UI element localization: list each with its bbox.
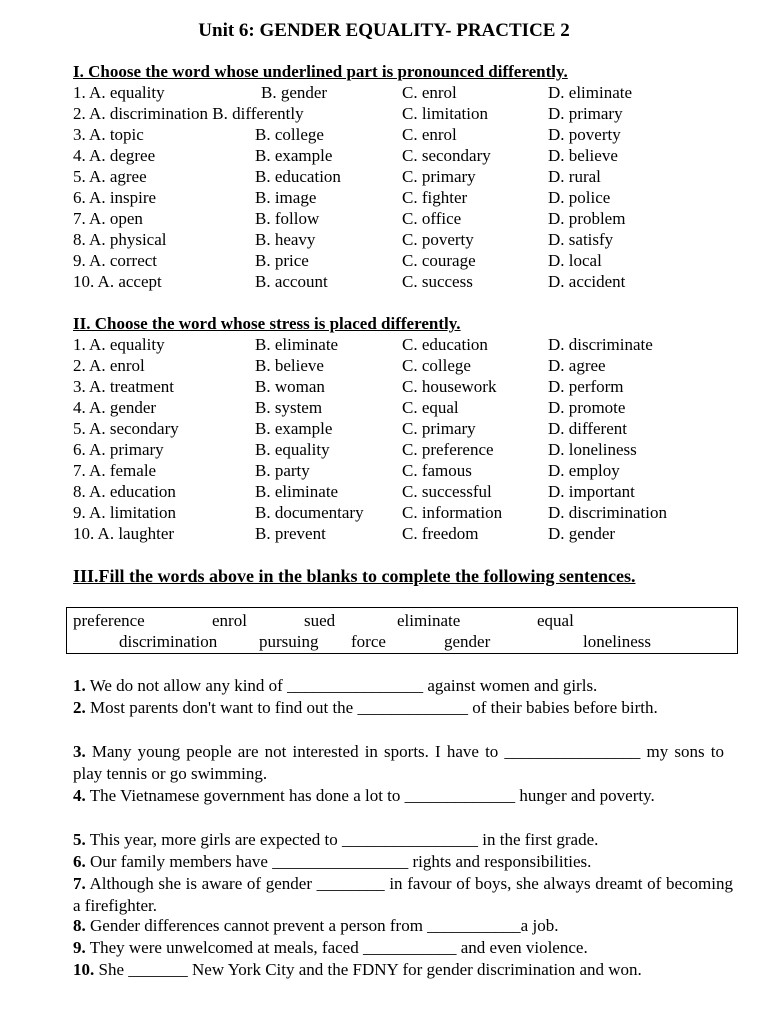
option-c: C. office xyxy=(402,209,462,228)
option-d: D. discrimination xyxy=(548,503,667,522)
sentence-text: This year, more girls are expected to ________________ in the first grade. xyxy=(85,830,599,849)
option-c: C. housework xyxy=(402,377,497,396)
option-a: 9. A. limitation xyxy=(73,503,176,522)
option-c: C. college xyxy=(402,356,471,375)
option-d: D. important xyxy=(548,482,635,501)
option-c: C. fighter xyxy=(402,188,468,207)
sentence-3 xyxy=(73,741,724,784)
sentence-text: We do not allow any kind of ________________ against women and girls. xyxy=(85,676,598,695)
option-b: B. eliminate xyxy=(255,482,339,501)
option-d: D. gender xyxy=(548,524,616,543)
option-d: D. agree xyxy=(548,356,606,375)
option-d: D. discriminate xyxy=(548,335,653,354)
option-d: D. different xyxy=(548,419,627,438)
word-bank-word: force xyxy=(351,632,386,651)
section-2-heading: II. Choose the word whose stress is placed differently. xyxy=(73,314,461,333)
option-b: B. heavy xyxy=(255,230,316,249)
option-a: 6. A. inspire xyxy=(73,188,157,207)
option-b: B. price xyxy=(255,251,309,270)
sentence-1 xyxy=(73,675,733,697)
sentence-number: 8. xyxy=(73,916,86,935)
sentence-text: Most parents don't want to find out the _____________ of their babies before birth. xyxy=(85,698,658,717)
option-c: C. preference xyxy=(402,440,494,459)
option-b: B. believe xyxy=(255,356,324,375)
option-d: D. problem xyxy=(548,209,626,228)
option-c: C. freedom xyxy=(402,524,479,543)
option-b: B. image xyxy=(255,188,317,207)
option-a: 1. A. equality xyxy=(73,83,165,102)
option-a: 5. A. agree xyxy=(73,167,147,186)
option-a: 8. A. education xyxy=(73,482,176,501)
sentence-text: Gender differences cannot prevent a person from ___________a job. xyxy=(85,916,559,935)
option-b: B. education xyxy=(255,167,341,186)
option-b: B. follow xyxy=(255,209,320,228)
word-bank-word: discrimination xyxy=(119,632,218,651)
option-a: 3. A. treatment xyxy=(73,377,175,396)
option-b: B. documentary xyxy=(255,503,364,522)
word-bank-word: enrol xyxy=(212,611,247,630)
option-a: 8. A. physical xyxy=(73,230,167,249)
sentence-9 xyxy=(73,937,733,959)
sentence-number: 3. xyxy=(73,742,86,761)
option-d: D. perform xyxy=(548,377,624,396)
option-c: C. enrol xyxy=(402,125,457,144)
word-bank-word: preference xyxy=(73,611,145,630)
sentence-8 xyxy=(73,915,733,937)
option-c: C. poverty xyxy=(402,230,474,249)
option-b: B. example xyxy=(255,146,333,165)
option-d: D. loneliness xyxy=(548,440,637,459)
option-c: C. secondary xyxy=(402,146,491,165)
option-c: C. information xyxy=(402,503,503,522)
option-c: C. famous xyxy=(402,461,472,480)
option-d: D. accident xyxy=(548,272,626,291)
option-a: 10. A. accept xyxy=(73,272,162,291)
word-bank-word: equal xyxy=(537,611,574,630)
word-bank-word: pursuing xyxy=(259,632,319,651)
option-a: 6. A. primary xyxy=(73,440,164,459)
option-b: B. woman xyxy=(255,377,325,396)
option-a: 10. A. laughter xyxy=(73,524,175,543)
sentence-number: 4. xyxy=(73,786,86,805)
sentence-number: 6. xyxy=(73,852,86,871)
option-d: D. employ xyxy=(548,461,620,480)
option-c: C. education xyxy=(402,335,488,354)
option-c: C. enrol xyxy=(402,83,457,102)
option-b: B. prevent xyxy=(255,524,326,543)
option-d: D. rural xyxy=(548,167,601,186)
sentence-number: 9. xyxy=(73,938,86,957)
option-a: 2. A. enrol xyxy=(73,356,145,375)
word-bank-word: loneliness xyxy=(583,632,651,651)
option-d: D. police xyxy=(548,188,611,207)
option-a: 7. A. female xyxy=(73,461,157,480)
option-c: C. successful xyxy=(402,482,492,501)
option-b: B. equality xyxy=(255,440,330,459)
sentence-6 xyxy=(73,851,733,873)
option-a: 4. A. gender xyxy=(73,398,157,417)
option-c: C. courage xyxy=(402,251,476,270)
sentence-number: 1. xyxy=(73,676,86,695)
option-b: B. system xyxy=(255,398,323,417)
option-b: B. college xyxy=(255,125,324,144)
option-a: 7. A. open xyxy=(73,209,143,228)
option-d: D. believe xyxy=(548,146,618,165)
option-d: D. primary xyxy=(548,104,623,123)
sentence-text: They were unwelcomed at meals, faced ___________ and even violence. xyxy=(85,938,588,957)
word-bank-box xyxy=(66,607,738,654)
option-a: 5. A. secondary xyxy=(73,419,179,438)
sentence-text: Many young people are not interested in sports. I have to ________________ my sons to play tennis or go swimming. xyxy=(73,742,724,783)
page-title: Unit 6: GENDER EQUALITY- PRACTICE 2 xyxy=(198,20,570,41)
option-a: 9. A. correct xyxy=(73,251,158,270)
word-bank-word: sued xyxy=(304,611,336,630)
option-c: C. success xyxy=(402,272,473,291)
sentence-7 xyxy=(73,873,733,916)
sentence-number: 10. xyxy=(73,960,95,979)
sentence-2 xyxy=(73,697,703,719)
option-a: 4. A. degree xyxy=(73,146,156,165)
option-d: D. promote xyxy=(548,398,626,417)
sentence-5 xyxy=(73,829,733,851)
option-c: C. primary xyxy=(402,419,476,438)
option-a: 1. A. equality xyxy=(73,335,165,354)
word-bank-word: eliminate xyxy=(397,611,461,630)
word-bank-word: gender xyxy=(444,632,491,651)
sentence-number: 7. xyxy=(73,874,86,893)
option-d: D. local xyxy=(548,251,602,270)
option-c: C. equal xyxy=(402,398,459,417)
option-a: 3. A. topic xyxy=(73,125,144,144)
option-d: D. eliminate xyxy=(548,83,633,102)
sentence-4 xyxy=(73,785,683,807)
sentence-text: The Vietnamese government has done a lot to _____________ hunger and poverty. xyxy=(85,786,655,805)
option-b: B. example xyxy=(255,419,333,438)
sentence-number: 5. xyxy=(73,830,86,849)
option-b: B. eliminate xyxy=(255,335,339,354)
option-b: B. party xyxy=(255,461,310,480)
sentence-number: 2. xyxy=(73,698,86,717)
section-1-heading: I. Choose the word whose underlined part is pronounced differently. xyxy=(73,62,568,81)
option-a: 2. A. discrimination B. differently xyxy=(73,104,304,123)
option-b: B. account xyxy=(255,272,328,291)
section-3-heading: III.Fill the words above in the blanks to complete the following sentences. xyxy=(73,566,636,586)
option-c: C. limitation xyxy=(402,104,488,123)
option-c: C. primary xyxy=(402,167,476,186)
sentence-text: Our family members have ________________ rights and responsibilities. xyxy=(85,852,592,871)
option-d: D. poverty xyxy=(548,125,621,144)
option-b: B. gender xyxy=(261,83,328,102)
sentence-text: Although she is aware of gender ________ in favour of boys, she always dreamt of becoming a firefighter. xyxy=(73,874,733,915)
option-d: D. satisfy xyxy=(548,230,614,249)
sentence-text: She _______ New York City and the FDNY for gender discrimination and won. xyxy=(94,960,642,979)
sentence-10 xyxy=(73,959,733,981)
